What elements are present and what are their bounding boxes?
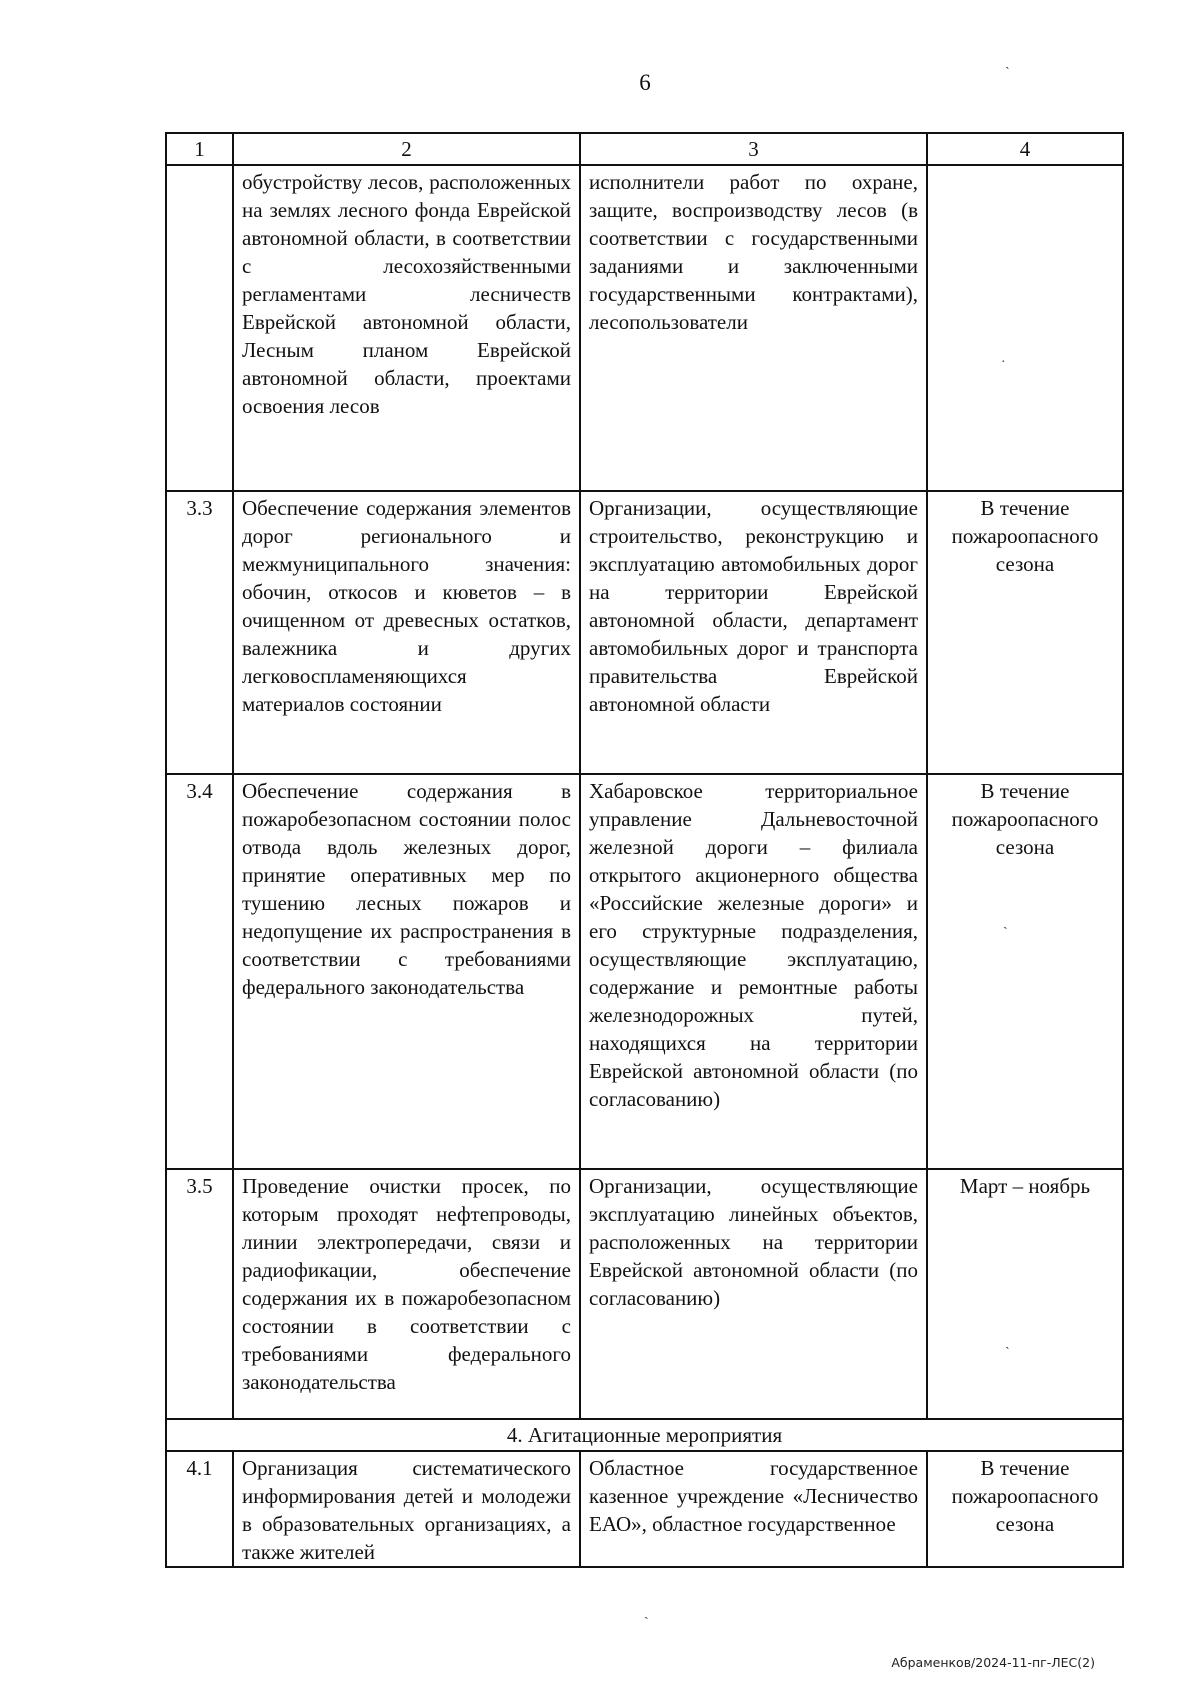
executor-cell: Хабаровское территориальное управление Дальневосточной железной дороги – филиала открытого акционерного общества «Российские железные дороги» и его структурные подразделения, осуществляющие эксплуатацию, содержание и ремонтные работы железнодорожных путей, находящихся на территории Еврейской автономной области (по согласованию) [580, 774, 927, 1169]
row-number: 4.1 [166, 1451, 233, 1567]
executor-cell: Организации, осуществляющие эксплуатацию линейных объектов, расположенных на территории Еврейской автономной области (по согласованию) [580, 1169, 927, 1419]
term-cell: В течение пожароопасного сезона [927, 491, 1123, 774]
executor-cell: Областное государственное казенное учреждение «Лесничество ЕАО», областное государственное [580, 1451, 927, 1567]
scan-speck: ˏ [644, 1605, 649, 1620]
term-cell [927, 165, 1123, 491]
event-cell: Организация систематического информирования детей и молодежи в образовательных организациях, а также жителей [233, 1451, 580, 1567]
scan-speck: ˏ [1005, 55, 1010, 70]
section-heading: 4. Агитационные мероприятия [166, 1419, 1123, 1451]
executor-cell: исполнители работ по охране, защите, воспроизводству лесов (в соответствии с государственными заданиями и заключенными государственными контрактами), лесопользователи [580, 165, 927, 491]
table-row [166, 774, 1123, 1169]
header-cell: 2 [233, 133, 580, 165]
table-row [166, 1169, 1123, 1419]
event-cell: Обеспечение содержания элементов дорог регионального и межмуниципального значения: обочин, откосов и кюветов – в очищенном от древесных остатков, валежника и других легковоспламеняющихся материалов состоянии [233, 491, 580, 774]
event-cell: Проведение очистки просек, по которым проходят нефтепроводы, линии электропередачи, связи и радиофикации, обеспечение содержания их в пожаробезопасном состоянии в соответствии с требованиями федерального законодательства [233, 1169, 580, 1419]
row-number [166, 165, 233, 491]
document-code: Абраменков/2024-11-пг-ЛЕС(2) [891, 1655, 1095, 1670]
section-heading-row [166, 1419, 1123, 1451]
header-cell: 3 [580, 133, 927, 165]
table-row [166, 165, 1123, 491]
term-cell: В течение пожароопасного сезона [927, 774, 1123, 1169]
scan-speck: · [1001, 355, 1006, 370]
table-header-row [166, 133, 1123, 165]
page-number: 6 [639, 70, 651, 95]
scan-speck: ˏ [1005, 1335, 1010, 1350]
row-number: 3.3 [166, 491, 233, 774]
measures-table [165, 132, 1124, 1568]
table-row [166, 1451, 1123, 1567]
scan-speck: ˏ [1003, 915, 1008, 930]
row-number: 3.5 [166, 1169, 233, 1419]
executor-cell: Организации, осуществляющие строительство, реконструкцию и эксплуатацию автомобильных дорог на территории Еврейской автономной области, департамент автомобильных дорог и транспорта правительства Еврейской автономной области [580, 491, 927, 774]
header-cell: 1 [166, 133, 233, 165]
row-number: 3.4 [166, 774, 233, 1169]
term-cell: Март – ноябрь [927, 1169, 1123, 1419]
term-cell: В течение пожароопасного сезона [927, 1451, 1123, 1567]
event-cell: Обеспечение содержания в пожаробезопасном состоянии полос отвода вдоль железных дорог, принятие оперативных мер по тушению лесных пожаров и недопущение их распространения в соответствии с требованиями федерального законодательства [233, 774, 580, 1169]
header-cell: 4 [927, 133, 1123, 165]
table-row [166, 491, 1123, 774]
event-cell: обустройству лесов, расположенных на землях лесного фонда Еврейской автономной области, в соответствии с лесохозяйственными регламентами лесничеств Еврейской автономной области, Лесным планом Еврейской автономной области, проектами освоения лесов [233, 165, 580, 491]
